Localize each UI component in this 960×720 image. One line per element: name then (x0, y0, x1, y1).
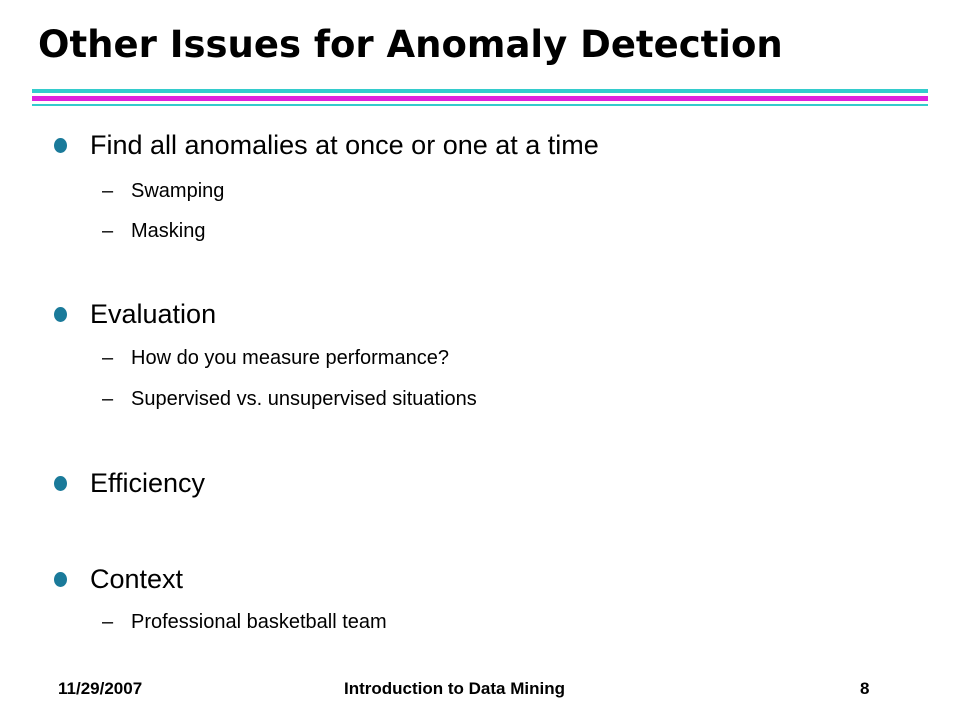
sub-bullet (102, 218, 205, 244)
sub-bullet-text: Professional basketball team (131, 611, 387, 633)
sub-bullet-text: Supervised vs. unsupervised situations (131, 388, 477, 410)
sub-bullet-dash: – (102, 220, 114, 242)
sub-bullet (102, 386, 477, 412)
sub-bullet-text: How do you measure performance? (131, 347, 449, 369)
sub-bullet (102, 178, 224, 204)
sub-bullet-dash: – (102, 388, 114, 410)
bullet-dot-icon (54, 476, 67, 491)
bullet-text: Evaluation (90, 299, 217, 329)
sub-bullet (102, 609, 387, 635)
sub-bullet-text: Swamping (131, 180, 225, 202)
footer-course-title: Introduction to Data Mining (344, 679, 565, 698)
sub-bullet-dash: – (102, 347, 114, 369)
sub-bullet (102, 345, 449, 371)
footer-date: 11/29/2007 (58, 679, 143, 698)
bullet-dot-icon (54, 307, 67, 322)
slide-title: Other Issues for Anomaly Detection (38, 23, 783, 66)
sub-bullet-text: Masking (131, 220, 206, 242)
bullet-text: Efficiency (90, 468, 206, 498)
bullet-text: Context (90, 564, 184, 594)
bullet-dot-icon (54, 138, 67, 153)
sub-bullet-dash: – (102, 180, 114, 202)
bullet-text: Find all anomalies at once or one at a time (90, 130, 599, 160)
sub-bullet-dash: – (102, 611, 114, 633)
bullet-dot-icon (54, 572, 67, 587)
footer-page-number: 8 (860, 679, 870, 698)
